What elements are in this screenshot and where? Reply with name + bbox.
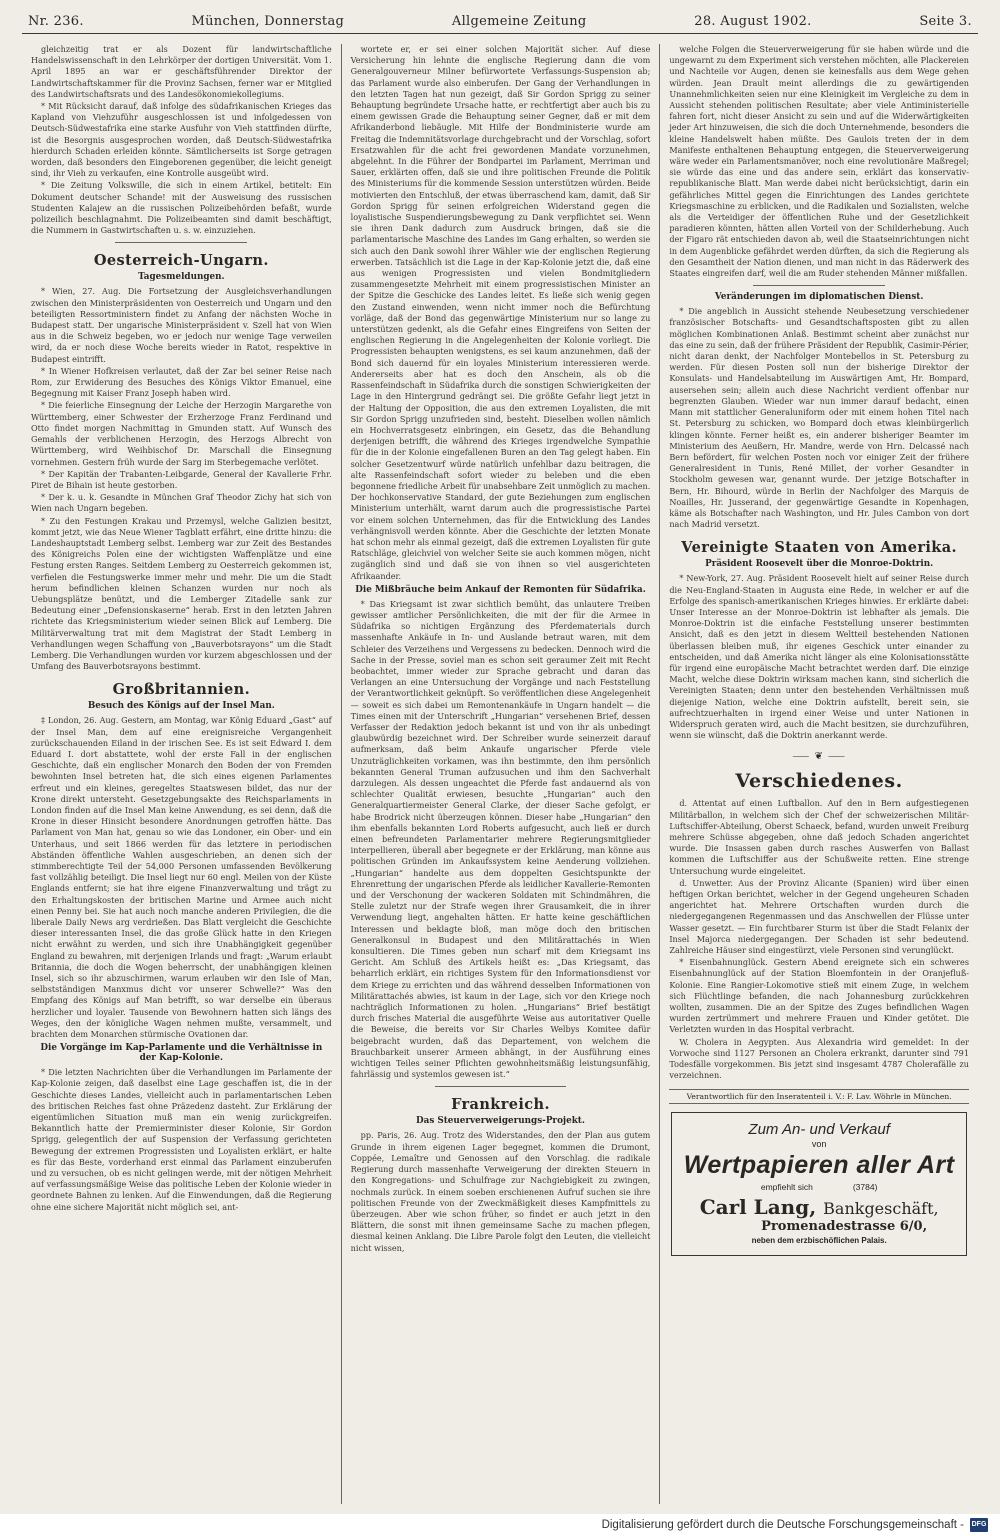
subheading: Besuch des Königs auf der Insel Man. <box>87 701 275 712</box>
ornament-divider: ⸺ ❦ ⸺ <box>792 751 846 763</box>
article-paragraph: * Die Zeitung Volkswille, die sich in einem Artikel, betitelt: Ein Dokument deutscher Schande! mit der Ausweisung des russischen Studenten Kalajew an die russischen Polizeibehörden befaßt, wurde polizeilich beschlagnahmt. Die Polizeibeamten sind damit beschäftigt, die Nummern in Gastwirtschaften u. s. w. einzuziehen. <box>31 180 332 236</box>
article-paragraph: * Zu den Festungen Krakau und Przemysl, welche Galizien besitzt, kommt jetzt, wie das Neue Wiener Tagblatt erfährt, eine dritte hinzu: die Landeshauptstadt Lemberg selbst. Lemberg war zur Zeit des Bestandes des Königreichs Polen eine der wichtigsten Waffenplätze und eine Festung ersten Ranges. Seitdem Lemberg zu Oesterreich gekommen ist, verfielen die Festungswerke immer mehr und mehr. Die um die Stadt herum befindlichen kleinen Schanzen wurden nur noch als Uebungsplätze benützt, und die Lemberger Zitadelle sank zur Bedeutung einer „Defensionskaserne“ herab. Erst in den letzten Jahren richtete das Kriegsministerium wieder seinen Blick auf Lemberg. Die Militärverwaltung trat mit dem Magistrat der Stadt Lemberg in Verhandlungen wegen Schaffung von „Bauverbotsrayons“ um die Stadt Lemberg. Die Verhandlungen wurden vor kurzem abgeschlossen und der Umfang des Bauverbotsrayons bestimmt. <box>31 515 332 672</box>
article-paragraph: * New-York, 27. Aug. Präsident Roosevelt hielt auf seiner Reise durch die Neu-England-Staaten in Augusta eine Rede, in welcher er auf die Erfolge des spanisch-amerikanischen Krieges hinwies. Er erklärte dabei: Unser Interesse an der Monroe-Doktrin ist lebhafter als jemals. Die Monroe-Doktrin ist die einfache Feststellung unserer bestimmten Ansicht, daß es den jetzt in diesem Weltteil bestehenden Nationen überlassen bleiben muß, ihr eigenes Geschick unter einander zu entscheiden, und daß Amerika nicht länger als eine Kolonisationsstätte für irgend eine europäische Macht betrachtet werden darf. Die einzige Macht, welche diese Doktrin wirksam machen kann, sind sicherlich die Vereinigten Staaten; denn unter den bestehenden Verhältnissen muß diejenige Nation, welche eine Doktrin aufstellt, bereit sein, sie aufrechtzuerhalten in irgend einer Weise und unter Nationen in Widerspruch geraten wird, auch die Macht besitzen, sie durchzuführen, wenn sie wünscht, daß die Doktrin anerkannt werde. <box>669 573 969 741</box>
ad-address: Promenadestrasse 6/0, <box>761 1219 928 1235</box>
newspaper-page <box>22 14 978 1504</box>
section-heading: Frankreich. <box>451 1096 550 1114</box>
article-paragraph: gleichzeitig trat er als Dozent für landwirtschaftliche Handelswissenschaft in den Lehrkörper der dortigen Universität. Vom 1. April 1895 an war er geschäftsführender Direktor der Landwirtschaftskammer für die Provinz Sachsen, ferner war er Mitglied des Landwirtschaftsrats und des Landesökonomiekollegiums. <box>31 44 332 99</box>
ad-line: Zum An- und Verkauf <box>748 1121 890 1139</box>
page-number: Seite 3. <box>919 14 972 29</box>
ad-location-note: neben dem erzbischöflichen Palais. <box>751 1236 887 1246</box>
divider <box>435 1086 567 1087</box>
advertisement <box>671 1112 967 1256</box>
responsibility-credit: Verantwortlich für den Inseratenteil i. V.: F. Lav. Wöhrle in München. <box>669 1089 969 1104</box>
subheading: Tagesmeldungen. <box>138 272 225 283</box>
article-paragraph: W. Cholera in Aegypten. Aus Alexandria wird gemeldet: In der Vorwoche sind 1127 Personen an Cholera erkrankt, darunter sind 791 Todesfälle vorgekommen. Bis jetzt sind insgesamt 4787 Cholerafälle zu verzeichnen. <box>669 1036 969 1081</box>
subheading: Präsident Roosevelt über die Monroe-Doktrin. <box>705 559 934 570</box>
article-paragraph: wortete er, er sei einer solchen Majorität sicher. Auf diese Versicherung hin lehnte die englische Regierung dann die vom Generalgouverneur Milner befürwortete Verfassungs-Suspension ab; das Parlament wurde also einberufen. Der Gang der Verhandlungen in den letzten Tagen hat nun gezeigt, daß Sir Gordon Sprigg zu seiner Behauptung begründete Ursache hatte, er rechtfertigt aber auch bis zu einem gewissen Grade die Behauptung seiner Gegner, daß er mit dem Afrikanderbond liebäugle. Mit Hilfe der Bondministerie wurde am Freitag die Indemnitätsvorlage durchgebracht und der Vorschlag, sofort Ersatzwahlen für die acht frei gewordenen Mandate vorzunehmen, abgelehnt. In die Führer der Bondpartei im Parlament, Merriman und Sauer, erklärten offen, daß sie und ihre politischen Freunde die Politik des Ministeriums für die kommende Session unterstützen würden. Beide motivierten den Entschluß, der etwas überraschend kam, damit, daß Sir Gordon Sprigg für seinen erfolgreichen Widerstand gegen die loyalistische Suspendierungsbewegung zu Dank verpflichtet sei. Wenn sie ihren Dank dadurch zum Ausdruck bringen, daß sie die parlamentarische Maschine des Landes im Gang erhalten, so werden sie sich auch den Dank sowohl ihrer Wähler wie der englischen Regierung erwerben. Tatsächlich ist die Lage in der Kap-Kolonie jetzt die, daß eine aus wenigen Progressisten und vielen Bondmitgliedern zusammengesetzte Mehrheit mit einem progressistischen Minister an der Spitze die Geschicke des Landes leitet. Es ließe sich wenig gegen den Zustand einwenden, wenn nicht immer noch die Befürchtung vorläge, daß der Bond das gegenwärtige Ministerium nur so lange zu unterstützen gedenkt, als die Gefahr eines Eingreifens von Seiten der englischen Regierung in die Angelegenheiten der Kolonie vorliegt. Die Progressisten behaupten wenigstens, es sei kaum anzunehmen, daß der Bond sich dauernd für ein loyales Ministerium interessieren werde. Andererseits aber hat es doch den Anschein, als ob die Rassenfeindschaft in Südafrika durch die sonstigen Schwierigkeiten der Lage in den Hintergrund gedrängt sei. Die größte Gefahr liegt jetzt in der Haltung der Opposition, die aus den extremen Loyalisten, die mit Sir Gordon Sprigg unzufrieden sind, besteht. Dieselben wollen nämlich ein Hochverratsgesetz einbringen, ein Gesetz, das die Behandlung derjenigen betrifft, die während des Krieges irgendwelche Sympathie für die in der Kolonie eingefallenen Buren an den Tag gelegt haben. Ein solcher Gesetzentwurf würde natürlich unfehlbar dazu beitragen, die alte Rassenfeindschaft sofort wieder zu beleben und die eben begonnene friedliche Arbeit für unabsehbare Zeit unmöglich zu machen. Der hochkonservative Standard, der gute Beziehungen zum englischen Ministerium unterhält, warnt darum auch die progressistische Partei vor einem solchen Unternehmen, das für die Entwicklung des Landes verhängnisvoll werden könnte. Aber die Geschichte der letzten Monate hat schon mehr als einmal gezeigt, daß die extremen Loyalisten für gute Ratschläge, gleichviel von welcher Seite sie auch kommen mögen, nicht zugänglich sind und daß sie von ihnen so viel ausgerichteten Afrikaander. <box>350 44 651 581</box>
article-paragraph: * Das Kriegsamt ist zwar sichtlich bemüht, das unlautere Treiben gewisser amtlicher Persönlichkeiten, die mit der für die Armee in Südafrika so nichtigen Ergänzung des Pferdematerials durch massenhafte Ankäufe in In- und Auslande betraut waren, mit dem Schleier des Verzeihens und Vergessens zu bedecken. Dennoch wird die Sache in der Presse, soviel man es schon seit geraumer Zeit mit Recht beobachtet, immer wieder zur Sprache gebracht und daran das Verlangen an eine Untersuchung der Vorgänge und nach Feststellung der Verantwortlichkeit geknüpft. So veröffentlichen diese Angelegenheit — soweit es sich dabei um Remontenankäufe in Ungarn handelt — die Times einen mit der Unterschrift „Hungarian“ versehenen Brief, dessen Verfasser der Redaktion jedoch bekannt ist und von ihr als unbedingt glaubwürdig bezeichnet wird. Der Schreiber wurde seinerzeit darauf aufmerksam, daß beim Ankaufe ungarischer Pferde viele Unzuträglichkeiten vorkamen, was ihn bestimmte, den ihm persönlich bekannten General Truman aufzusuchen und ihm den Sachverhalt darzulegen. Als dessen ungeachtet die Pferde fast andauernd als von schlechter Qualität erwiesen, besuchte „Hungarian“ auch den Generalquartiermeister General Clarke, der dieser Sache gefolgt, er habe Brodrick nicht überzeugen können. Dieser habe „Hungarian“ den ihm ebenfalls bekannten Lord Roberts aufgesucht, auch ließ er durch einen befreundeten Parlamentarier mehrere Regierungsmitglieder interpellieren, überall aber begegnete er der Erklärung, man könne aus politischen Gründen im Ankaufssystem keine Aenderung vollziehen. „Hungarian“ handelte aus dem doppelten Gesichtspunkte der Ehrenrettung der ungarischen Pferde als leidlicher Kavallerie-Remonten und der Verschonung der wackeren Soldaten mit Schindmähren, die Stelle zuletzt nur der Strafe wegen ihrer Grausamkeit, die in ihrer Verwendung liegt, angehalten hätten. Er hatte keine geschäftlichen Interessen und beklagte bloß, man möge doch den britischen Generalkonsul in Budapest und den Militärattachés in Wien konsultieren. Die Times geben nun scharf mit dem Kriegsamt ins Gericht. Am Schluß des Artikels heißt es: „Das Kriegsamt, das beharrlich erklärt, ein richtiges System für den Informationsdienst vor dem Kriege zu errichten und das während desselben Informationen von Militärattachés abwies, ist kaum in der Lage, sich vor den Kriege noch nachträglich Informationen zu holen. „Hungarians“ Brief bestätigt durch frisches Material die ausgeführte Weise aus autoritativer Quelle die Beweise, die bereits vor Sir Charles Welbys Komitee dafür beigebracht wurden, daß das Departement, von welchem die Brauchbarkeit unserer Armeen abhängt, in der Ausführung eines wichtigen Teiles seiner Pflichten gewohnheitsmäßig leistungsunfähig, fahrlässig und systemlos gewesen ist.“ <box>350 598 651 1080</box>
article-paragraph: * Mit Rücksicht darauf, daß infolge des südafrikanischen Krieges das Kapland von Viehzuführ ausgeschlossen ist und infolgedessen von Deutsch-Südwestafrika eine starke Ausfuhr von Vieh stattfinden dürfte, ist die Besorgnis ausgesprochen worden, daß Deutsch-Südwestafrika hierdurch Schaden erleiden könnte. Sämtlicherseits ist Sorge getragen worden, daß besonders den Eingeborenen gegenüber, die leicht geneigt sind, ihr Vieh zu verkaufen, eine Kontrolle ausgeübt wird. <box>31 101 332 179</box>
issue-date: 28. August 1902. <box>694 14 812 29</box>
section-heading: Großbritannien. <box>112 681 251 699</box>
article-paragraph: d. Unwetter. Aus der Provinz Alicante (Spanien) wird über einen heftigen Orkan berichtet, welcher in der Gegend ungeheuren Schaden angerichtet hat. Mehrere Ortschaften wurden durch die niedergegangenen Regenmassen und das Anschwellen der Flüsse unter Wasser gesetzt. — Ein furchtbarer Sturm ist über die Stadt Felanix der Insel Majorca niedergegangen. Der Schaden ist sehr bedeutend. Zahlreiche Häuser sind eingestürzt, viele Personen sind verunglückt. <box>669 877 969 956</box>
ad-recommend: empfiehlt sich <box>760 1182 813 1193</box>
divider <box>753 285 885 286</box>
issue-number: Nr. 236. <box>28 14 84 29</box>
section-heading: Vereinigte Staaten von Amerika. <box>681 539 957 557</box>
article-paragraph: * Wien, 27. Aug. Die Fortsetzung der Ausgleichsverhandlungen zwischen den Ministerpräsidenten von Oesterreich und Ungarn und den beteiligten Ressortministern findet zu Anfang der nächsten Woche in Budapest statt. Der ungarische Ministerpräsident v. Szell hat von Wien aus in die Schweiz begeben, wo er jedoch nur wenige Tage verweilen wird, da er noch diese Woche bereits wieder in Ratot, respektive in Budapest eintrifft. <box>31 286 332 364</box>
divider <box>115 242 247 243</box>
article-paragraph: * Die angeblich in Aussicht stehende Neubesetzung verschiedener französischer Botschafts- und Gesandtschaftsposten gibt zu allen möglichen Kombinationen Anlaß. Bestimmt scheint aber zunächst nur das eine zu sein, daß der frühere Präsident der Republik, Casimir-Périer, nicht daran denkt, der Nachfolger Montebellos in St. Petersburg zu werden. Für diesen Posten soll nun der bisherige Direktor der Konsulats- und Handelsabteilung im Auswärtigen Amt, Hr. Bompard, ausersehen sein; allein auch diese Nachricht verdient offenbar nur begrenzten Glauben. Wieder war nun immer darauf bedacht, einen Mann mit stattlicher Generaluniform oder mit einem hohen Titel nach St. Petersburg zu schicken, wo Bompard doch etwas kleinbürgerlich klingen könnte. Ferner heißt es, ein anderer bisheriger Beamter im Ministerium des Aeußern, Hr. Mandre, werde von Hrn. Delcassé nach Bern befördert, für welchen Posten noch vor einiger Zeit der frühere Generalresident in Tunis, René Millet, der vorher Gesandter in Stockholm gewesen war, genannt wurde. Der jetzige Botschafter in Bern, Hr. Bihourd, würde in Berlin der Nachfolger des Marquis de Noailles, Hr. Jusserand, der gegenwärtige Gesandte in Kopenhagen, käme als Botschafter nach Washington, und Hr. Jules Cambon von dort nach Madrid versetzt. <box>669 306 969 530</box>
section-heading: Oesterreich-Ungarn. <box>93 252 269 270</box>
ad-code: (3784) <box>852 1182 878 1193</box>
article-paragraph: welche Folgen die Steuerverweigerung für sie haben würde und die ungewarnt zu dem Experiment sich verstehen möchten, alle Plackereien und Nachteile vor Augen, denen sie keinesfalls aus dem Wege gehen würden. Jean Drault meint allerdings die zu gewärtigenden Unannehmlichkeiten seien nur eine Kleinigkeit im Vergleiche zu dem in Aussicht stehenden politischen Resultate; aber viele Antiministerielle fahren fort, nicht dieser Ansicht zu sein und auf die Widerwärtigkeiten jeder Art hinzuweisen, die sich die doch Unternehmende, besonders die kleine Handelswelt haben müßte. Des Gaulois treten der in dem Manifeste enthaltenen Behauptung entgegen, die Steuerverweigerung wäre weder ein Parlamentsmanöver, noch eine revolutionäre Maßregel; sie würde das eine und das andere sein, erklärt das konservativ-republikanische Blatt. Man werde dabei nicht berücksichtigt, darin ein gefährliches Mittel gegen die Einrichtungen des Landes gerichtete Kriegsmaschine zu erblicken, und die Radikalen und Sozialisten, welche als die Verteidiger der öffentlichen Ruhe und der Gesetzlichkeit paradieren könnten, hätten allen Vorteil von der Schilderhebung. Auch der Figaro rät entschieden davon ab, weil die Staatseinrichtungen nicht in dem Augenblicke gefährdet werden dürften, da sich die Regierung als den Gesamtheit der Nation dienen, und man nicht in das Räderwerk des Staates eingreifen darf, weil die am Ruder stehenden Männer mißfallen. <box>669 44 969 279</box>
subheading: Veränderungen im diplomatischen Dienst. <box>714 292 924 303</box>
ad-company-name: Carl Lang, <box>699 1195 817 1220</box>
article-paragraph: * Die letzten Nachrichten über die Verhandlungen im Parlamente der Kap-Kolonie zeigen, daß daselbst eine Lage geschaffen ist, die in der Geschichte dieses Landes, vielleicht auch in parlamentarischen Leben des britischen Reiches fast ohne Präzedenz dasteht. Zur Erklärung der eigentümlichen Situation muß man ein wenig zurückgreifen. Bekanntlich hatte der Premierminister dieser Kolonie, Sir Gordon Sprigg, gelegentlich der auf Suspension der Verfassung gerichteten Bewegung der extremen Progressisten und Loyalisten erklärt, er halte es für das Beste, vorderhand erst einmal das Parlament einzuberufen und zu versuchen, ob es nicht gelingen werde, mit der nötigen Mehrheit auf verfassungsmäßige Weise das politische Leben der Kolonie wieder in geordnete Bahnen zu lenken. Auf die Einwendungen, daß die Regierung ohne eine sichere Majorität nicht möglich sei, ant- <box>31 1067 332 1212</box>
article-paragraph: * Der k. u. k. Gesandte in München Graf Theodor Zichy hat sich von Wien nach Ungarn begeben. <box>31 492 332 514</box>
newspaper-title: Allgemeine Zeitung <box>451 14 587 29</box>
ad-line: von <box>811 1139 827 1150</box>
ad-line <box>682 1182 956 1192</box>
subheading: Die Mißbräuche beim Ankauf der Remonten für Südafrika. <box>355 584 646 595</box>
article-paragraph: * Der Kapitän der Trabanten-Leibgarde, General der Kavallerie Frhr. Piret de Bihain ist heute gestorben. <box>31 468 332 490</box>
columns <box>22 44 978 1504</box>
article-paragraph: * Die feierliche Einsegnung der Leiche der Herzogin Margarethe von Württemberg, einer Schwester der Erzherzoge Franz Ferdinand und Otto findet morgen Nachmittag in Gmunden statt. Auf Wunsch des Gemahls der verblichenen Herzogin, des Herzogs Albrecht von Württemberg, wird Weihbischof Dr. Marschall die Einsegnung vornehmen. Gestern früh wurde der Sarg im Sterbegemache verlötet. <box>31 400 332 467</box>
subheading: Das Steuerverweigerungs-Projekt. <box>416 1116 585 1127</box>
section-heading: Verschiedenes. <box>735 770 903 793</box>
article-paragraph: d. Attentat auf einen Luftballon. Auf den in Bern aufgestiegenen Militärballon, in welchem sich der Chef der schweizerischen Militär-Luftschiffer-Abteilung, Oberst Schaeck, befand, wurden unweit Freiburg mehrere Schüsse abgegeben, ohne daß jedoch Schaden angerichtet wurde. Die Insassen gaben durch rasches Auswerfen von Ballast kommen die Luftschiffer aus der Schußweite retten. Eine strenge Untersuchung wurde eingeleitet. <box>669 798 969 876</box>
column-1 <box>22 44 341 1504</box>
digitization-footer <box>0 1514 1000 1536</box>
article-paragraph: * Eisenbahnunglück. Gestern Abend ereignete sich ein schweres Eisenbahnunglück auf der Station Bloemfontein in der Oranjefluß-Kolonie. Eine Rangier-Lokomotive stieß mit einem Zuge, in welchem sich Flüchtlinge befanden, die nach Johannesburg zurückkehren wollten, zusammen. Die an der Spitze des Zuges befindlichen Wagen wurden zertrümmert und mehrere Frauen und Kinder getötet. Die Verletzten wurden in das Hospital verbracht. <box>669 957 969 1035</box>
dfg-logo-icon: DFG <box>970 1518 988 1532</box>
column-3 <box>659 44 978 1504</box>
ad-company-type: Bankgeschäft, <box>823 1199 939 1219</box>
ad-company <box>682 1195 956 1219</box>
column-2 <box>341 44 660 1504</box>
masthead <box>22 14 978 34</box>
footer-text: Digitalisierung gefördert durch die Deutsche Forschungsgemeinschaft - <box>601 1519 964 1531</box>
article-paragraph: ‡ London, 26. Aug. Gestern, am Montag, war König Eduard „Gast“ auf der Insel Man, dem auf eine ereignisreiche Vergangenheit zurückschauenden Eiland in der irischen See. Es ist seit Edward I. dem Eduard I. dort abstattete, wohl der erste Fall in der englischen Geschichte, daß ein englischer Monarch den Boden der von Fremden bewohnten Insel betreten hat, die sich eines eigenen Parlamentes erfreut und ein kleines, geregeltes Staatswesen bildet, das nur der Krone direkt untersteht. Gesetzgebungsakte des Reichsparlaments in London finden auf die Insel Man keine Anwendung, es sei denn, daß die Krone in dieser Hinsicht besondere Anordnungen getroffen hätte. Das Parlament von Man hat, genau so wie das Londoner, ein Ober- und ein Unterhaus, und seit 1866 werden für das letztere in periodischen Abständen öffentliche Wahlen ausgeschrieben, an denen sich der stimmberechtigte Teil der 54,000 Personen umfassenden Bevölkerung fast vollzählig beteiligt. Die Insel liegt nur 60 engl. Meilen von der Küste Englands entfernt; sie hat ihre eigene Finanzverwaltung und trägt zu den Erhaltungskosten der britischen Marine und Armee auch nicht einen Penny bei. Sie hat auch noch manche anderen Privilegien, die die liberale Daily News arg verdrießen. Das Blatt vergleicht die Geschichte dieser interessanten Insel, die das große Glück hatte in den Kriegen nicht erwähnt zu werden, und sich ihre Unabhängigkeit gegenüber England zu bewahren, mit derjenigen Irlands und fragt: „Warum erlaubt Britannia, die doch die Wogen beherrscht, der unabhängigen kleinen Insel, sich so ihr abzuschirmen, warum erlauben wir den Isle of Man, selbstständigen Manxmus dicht vor unserer Schwelle?“ Was den Empfang des Königs auf Man betrifft, so war derselbe ein überaus herzlicher und loyaler. Tausende von Bewohnern hatten sich längs des Weges, den der königliche Wagen nehmen mußte, versammelt, und brachten dem Monarchen stürmische Ovationen dar. <box>31 715 332 1040</box>
article-paragraph: * In Wiener Hofkreisen verlautet, daß der Zar bei seiner Reise nach Rom, zur Erwiderung des Besuches des Königs Viktor Emanuel, eine Begegnung mit Kaiser Franz Joseph haben wird. <box>31 365 332 399</box>
article-paragraph: pp. Paris, 26. Aug. Trotz des Widerstandes, den der Plan aus gutem Grunde in ihrem eigenen Lager begegnet, kommen die Drumont, Coppée, Lemaître und Genossen auf den Vorschlag. die radikale Regierung durch massenhafte Verweigerung der direkten Steuern in den Kongregations- und Schulfrage zur Nachgiebigkeit zu zwingen, nochmals zurück. In einem soeben erschienenen Aufruf suchen sie ihre politischen Freunde von der Zweckmäßigkeit dieses Kampfmittels zu überzeugen. Aber wie schon früher, so findet er auch jetzt in den Blättern, die sonst mit ihnen gemeinsame Sache zu machen pflegen, diesmal keinen Anklang. Die Libre Parole folgt den Leuten, die vielleicht nicht wissen, <box>350 1130 651 1253</box>
place-day: München, Donnerstag <box>191 14 345 29</box>
subheading: Die Vorgänge im Kap-Parlamente und die Verhältnisse in der Kap-Kolonie. <box>40 1043 323 1064</box>
ad-headline: Wertpapieren aller Art <box>683 1151 955 1180</box>
